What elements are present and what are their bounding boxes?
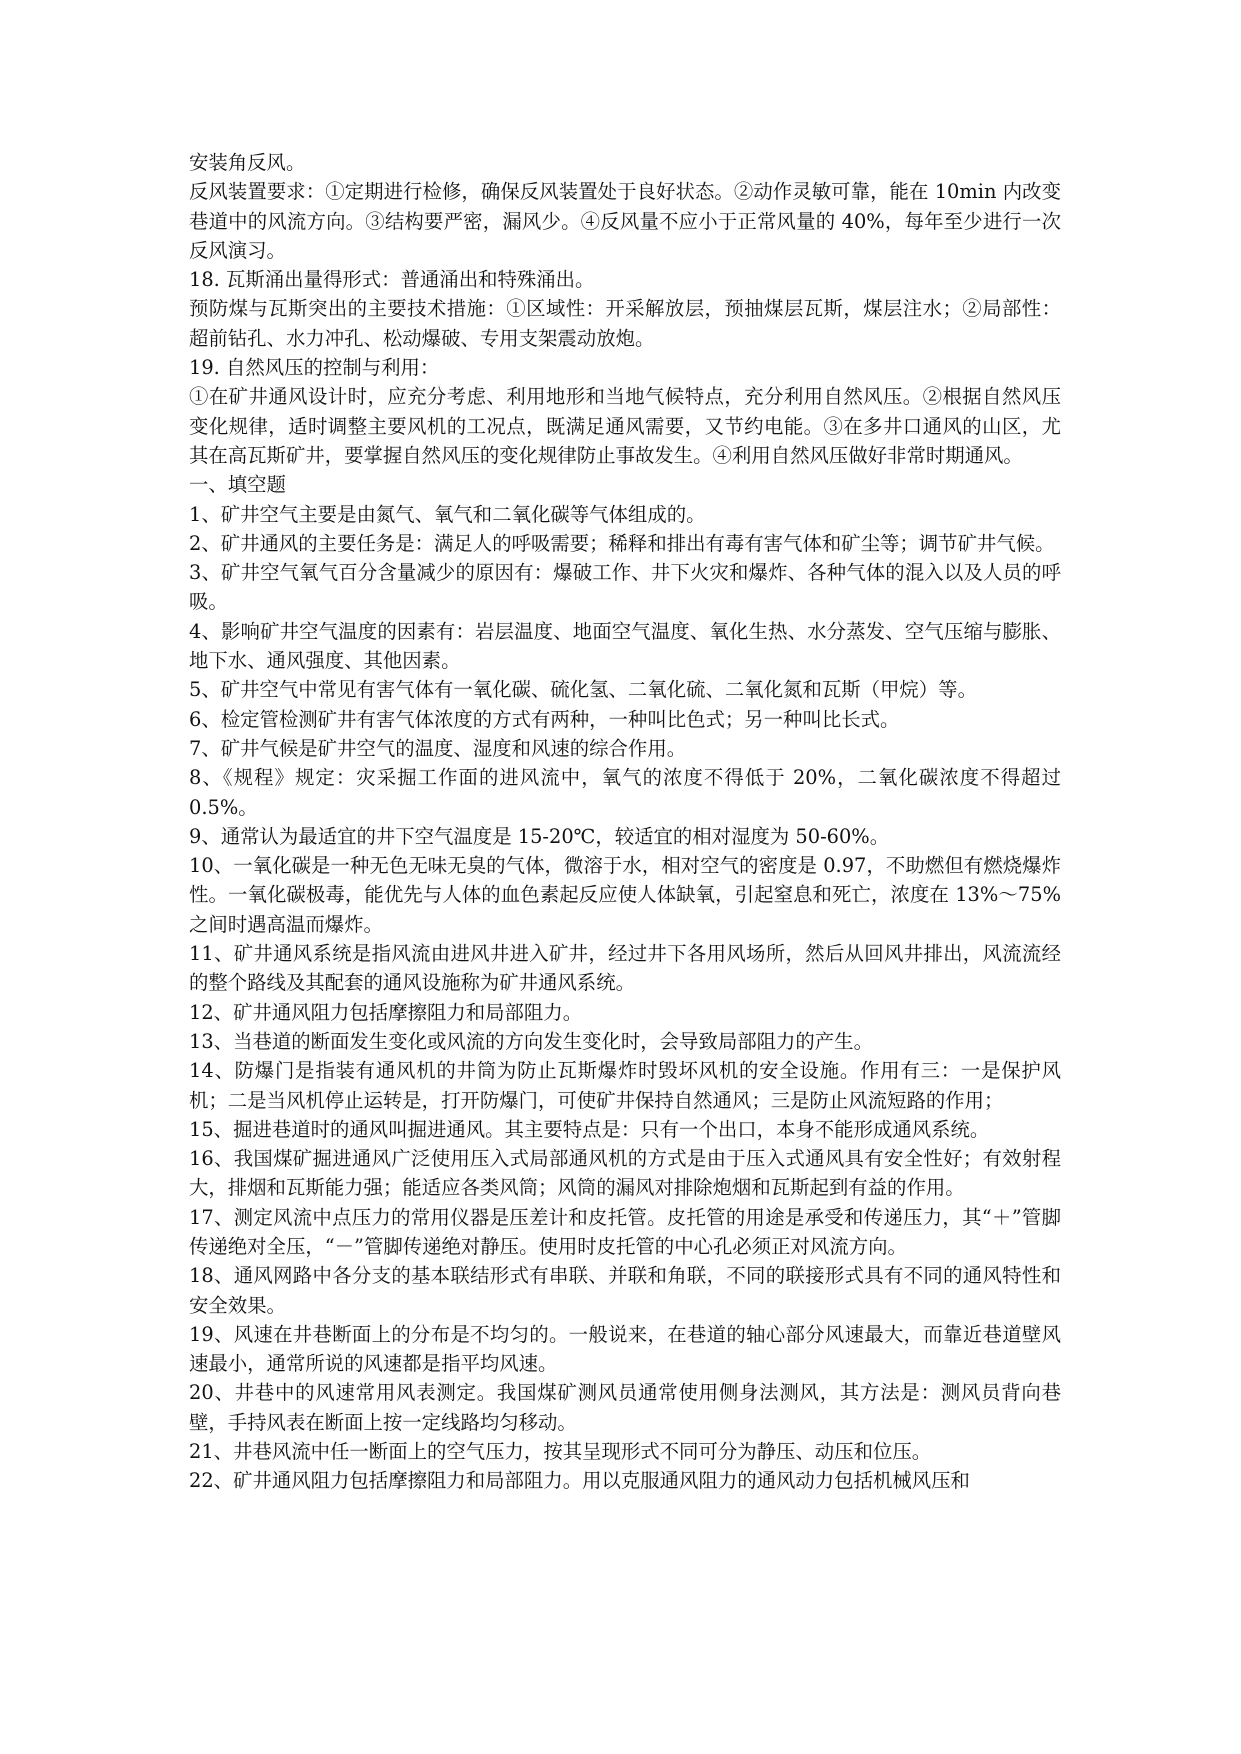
question-11: 11、矿井通风系统是指风流由进风井进入矿井，经过井下各用风场所，然后从回风井排出，风流流经的整个路线及其配套的通风设施称为矿井通风系统。 — [189, 942, 1061, 995]
question-8: 8、《规程》规定：灾采掘工作面的进风流中，氧气的浓度不得低于 20%，二氧化碳浓度不得超过 0.5%。 — [189, 766, 1061, 819]
question-10: 10、一氧化碳是一种无色无味无臭的气体，微溶于水，相对空气的密度是 0.97，不助燃但有燃烧爆炸性。一氧化碳极毒，能优先与人体的血色素起反应使人体缺氧，引起窒息和死亡，浓度在 13%～75%之间时遇高温而爆炸。 — [189, 854, 1061, 936]
question-1: 1、矿井空气主要是由氮气、氧气和二氧化碳等气体组成的。 — [189, 502, 706, 526]
paragraph-reversal-requirements: 反风装置要求：①定期进行检修，确保反风装置处于良好状态。②动作灵敏可靠，能在 10min 内改变巷道中的风流方向。③结构要严密，漏风少。④反风量不应小于正常风量的 40%，每年至少进行一次反风演习。 — [189, 180, 1061, 262]
paragraph-natural-pressure-details: ①在矿井通风设计时，应充分考虑、利用地形和当地气候特点，充分利用自然风压。②根据自然风压变化规律，适时调整主要风机的工况点，既满足通风需要，又节约电能。③在多井口通风的山区，尤其在高瓦斯矿井，要掌握自然风压的变化规律防止事故发生。④利用自然风压做好非常时期通风。 — [189, 385, 1061, 467]
paragraph-outburst-prevention: 预防煤与瓦斯突出的主要技术措施：①区域性：开采解放层，预抽煤层瓦斯，煤层注水；②局部性：超前钻孔、水力冲孔、松动爆破、专用支架震动放炮。 — [189, 297, 1061, 350]
document-body — [189, 148, 1061, 1496]
question-17: 17、测定风流中点压力的常用仪器是压差计和皮托管。皮托管的用途是承受和传递压力，其“＋”管脚传递绝对全压，“－”管脚传递绝对静压。使用时皮托管的中心孔必须正对风流方向。 — [189, 1205, 1061, 1258]
question-3: 3、矿井空气氧气百分含量减少的原因有：爆破工作、井下火灾和爆炸、各种气体的混入以及人员的呼吸。 — [189, 561, 1061, 614]
section-heading-fill-in-blank: 一、填空题 — [189, 473, 286, 497]
paragraph-reversal-angle: 安装角反风。 — [189, 151, 306, 174]
question-9: 9、通常认为最适宜的井下空气温度是 15-20℃，较适宜的相对湿度为 50-60%。 — [189, 824, 890, 848]
question-2: 2、矿井通风的主要任务是：满足人的呼吸需要；稀释和排出有毒有害气体和矿尘等；调节矿井气候。 — [189, 531, 1055, 555]
question-13: 13、当巷道的断面发生变化或风流的方向发生变化时，会导致局部阻力的产生。 — [189, 1029, 873, 1053]
question-18: 18、通风网路中各分支的基本联结形式有串联、并联和角联，不同的联接形式具有不同的通风特性和安全效果。 — [189, 1264, 1061, 1317]
question-16: 16、我国煤矿掘进通风广泛使用压入式局部通风机的方式是由于压入式通风具有安全性好；有效射程大，排烟和瓦斯能力强；能适应各类风筒；风筒的漏风对排除炮烟和瓦斯起到有益的作用。 — [189, 1147, 1061, 1200]
question-19: 19、风速在井巷断面上的分布是不均匀的。一般说来，在巷道的轴心部分风速最大，而靠近巷道壁风速最小，通常所说的风速都是指平均风速。 — [189, 1322, 1061, 1376]
paragraph-19-natural-pressure: 19. 自然风压的控制与利用： — [189, 356, 440, 380]
question-14: 14、防爆门是指装有通风机的井筒为防止瓦斯爆炸时毁坏风机的安全设施。作用有三：一是保护风机；二是当风机停止运转是，打开防爆门，可使矿井保持自然通风；三是防止风流短路的作用； — [189, 1059, 1061, 1112]
question-22: 22、矿井通风阻力包括摩擦阻力和局部阻力。用以克服通风阻力的通风动力包括机械风压和 — [189, 1469, 970, 1493]
question-6: 6、检定管检测矿井有害气体浓度的方式有两种，一种叫比色式；另一种叫比长式。 — [189, 707, 900, 731]
question-15: 15、掘进巷道时的通风叫掘进通风。其主要特点是：只有一个出口，本身不能形成通风系统。 — [189, 1117, 990, 1141]
question-5: 5、矿井空气中常见有害气体有一氧化碳、硫化氢、二氧化硫、二氧化氮和瓦斯（甲烷）等。 — [189, 678, 977, 702]
question-4: 4、影响矿井空气温度的因素有：岩层温度、地面空气温度、氧化生热、水分蒸发、空气压缩与膨胀、地下水、通风强度、其他因素。 — [189, 619, 1061, 673]
question-12: 12、矿井通风阻力包括摩擦阻力和局部阻力。 — [189, 1000, 583, 1024]
question-7: 7、矿井气候是矿井空气的温度、湿度和风速的综合作用。 — [189, 736, 687, 760]
question-21: 21、井巷风流中任一断面上的空气压力，按其呈现形式不同可分为静压、动压和位压。 — [189, 1440, 932, 1464]
question-20: 20、井巷中的风速常用风表测定。我国煤矿测风员通常使用侧身法测风，其方法是：测风员背向巷壁，手持风表在断面上按一定线路均匀移动。 — [189, 1381, 1061, 1434]
paragraph-18-gas-emission: 18. 瓦斯涌出量得形式：普通涌出和特殊涌出。 — [189, 268, 595, 292]
